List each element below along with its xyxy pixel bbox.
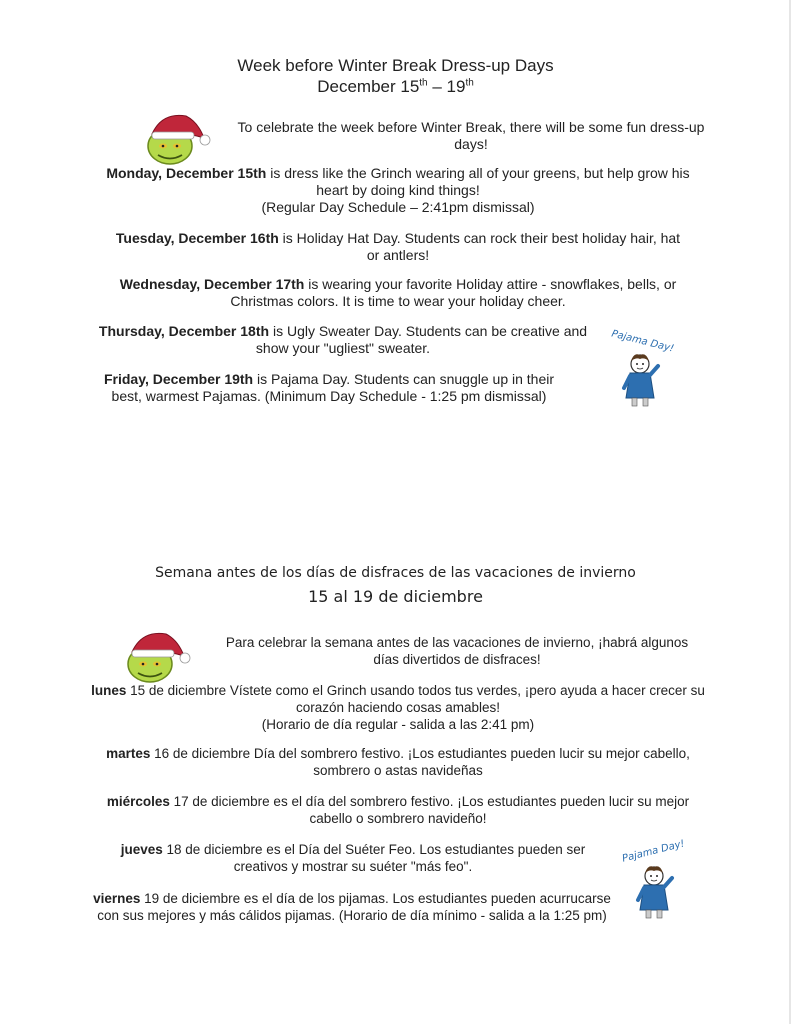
spanish-intro: Para celebrar la semana antes de las vacaciones de invierno, ¡habrá algunos días divertidos de disfraces! — [225, 635, 689, 667]
english-day-tuesday: Tuesday, December 16th is Holiday Hat Day. Students can rock their best holiday hair, hat or antlers! — [115, 230, 681, 263]
pajama-kid-icon — [612, 836, 696, 928]
spanish-day-lunes: lunes 15 de diciembre Vístete como el Grinch usando todos tus verdes, ¡pero ayuda a hacer crecer su corazón haciendo cosas amables! (Horario de día regular - salida a las 2:41 pm) — [91, 683, 705, 732]
spanish-day-miercoles: miércoles 17 de diciembre es el día del sombrero festivo. ¡Los estudiantes pueden lucir su mejor cabello o sombrero navideño! — [106, 794, 690, 826]
spanish-day-jueves: jueves 18 de diciembre es el Día del Suéter Feo. Los estudiantes pueden ser creativos y mostrar su suéter "más feo". — [120, 842, 586, 874]
english-day-wednesday: Wednesday, December 17th is wearing your favorite Holiday attire - snowflakes, bells, or Christmas colors. It is time to wear your holiday cheer. — [119, 276, 677, 309]
english-title: Week before Winter Break Dress-up Days — [237, 56, 554, 75]
spanish-day-martes: martes 16 de diciembre Día del sombrero festivo. ¡Los estudiantes pueden lucir su mejor cabello, sombrero o astas navideñas — [106, 746, 690, 778]
spanish-date-range: 15 al 19 de diciembre — [308, 587, 483, 606]
english-intro: To celebrate the week before Winter Break, there will be some fun dress-up days! — [237, 119, 705, 152]
english-date-range: December 15th – 19th — [317, 77, 474, 96]
spanish-title: Semana antes de los días de disfraces de las vacaciones de invierno — [155, 565, 636, 581]
spanish-day-viernes: viernes 19 de diciembre es el día de los pijamas. Los estudiantes pueden acurrucarse con sus mejores y más cálidos pijamas. (Horario de día mínimo - salida a la 1:25 pm) — [93, 891, 611, 923]
svg-text:Pajama Day!: Pajama Day! — [610, 328, 675, 355]
english-day-monday: Monday, December 15th is dress like the Grinch wearing all of your greens, but help grow his heart by doing kind things! (Regular Day Schedule – 2:41pm dismissal) — [106, 165, 690, 215]
grinch-icon — [142, 104, 212, 168]
pajama-kid-icon — [600, 326, 684, 418]
svg-text:Pajama Day!: Pajama Day! — [621, 838, 686, 865]
grinch-icon — [122, 622, 192, 686]
english-day-thursday: Thursday, December 18th is Ugly Sweater Day. Students can be creative and show your "ugliest" sweater. — [98, 323, 588, 356]
english-day-friday: Friday, December 19th is Pajama Day. Students can snuggle up in their best, warmest Pajamas. (Minimum Day Schedule - 1:25 pm dismissal) — [103, 371, 555, 404]
